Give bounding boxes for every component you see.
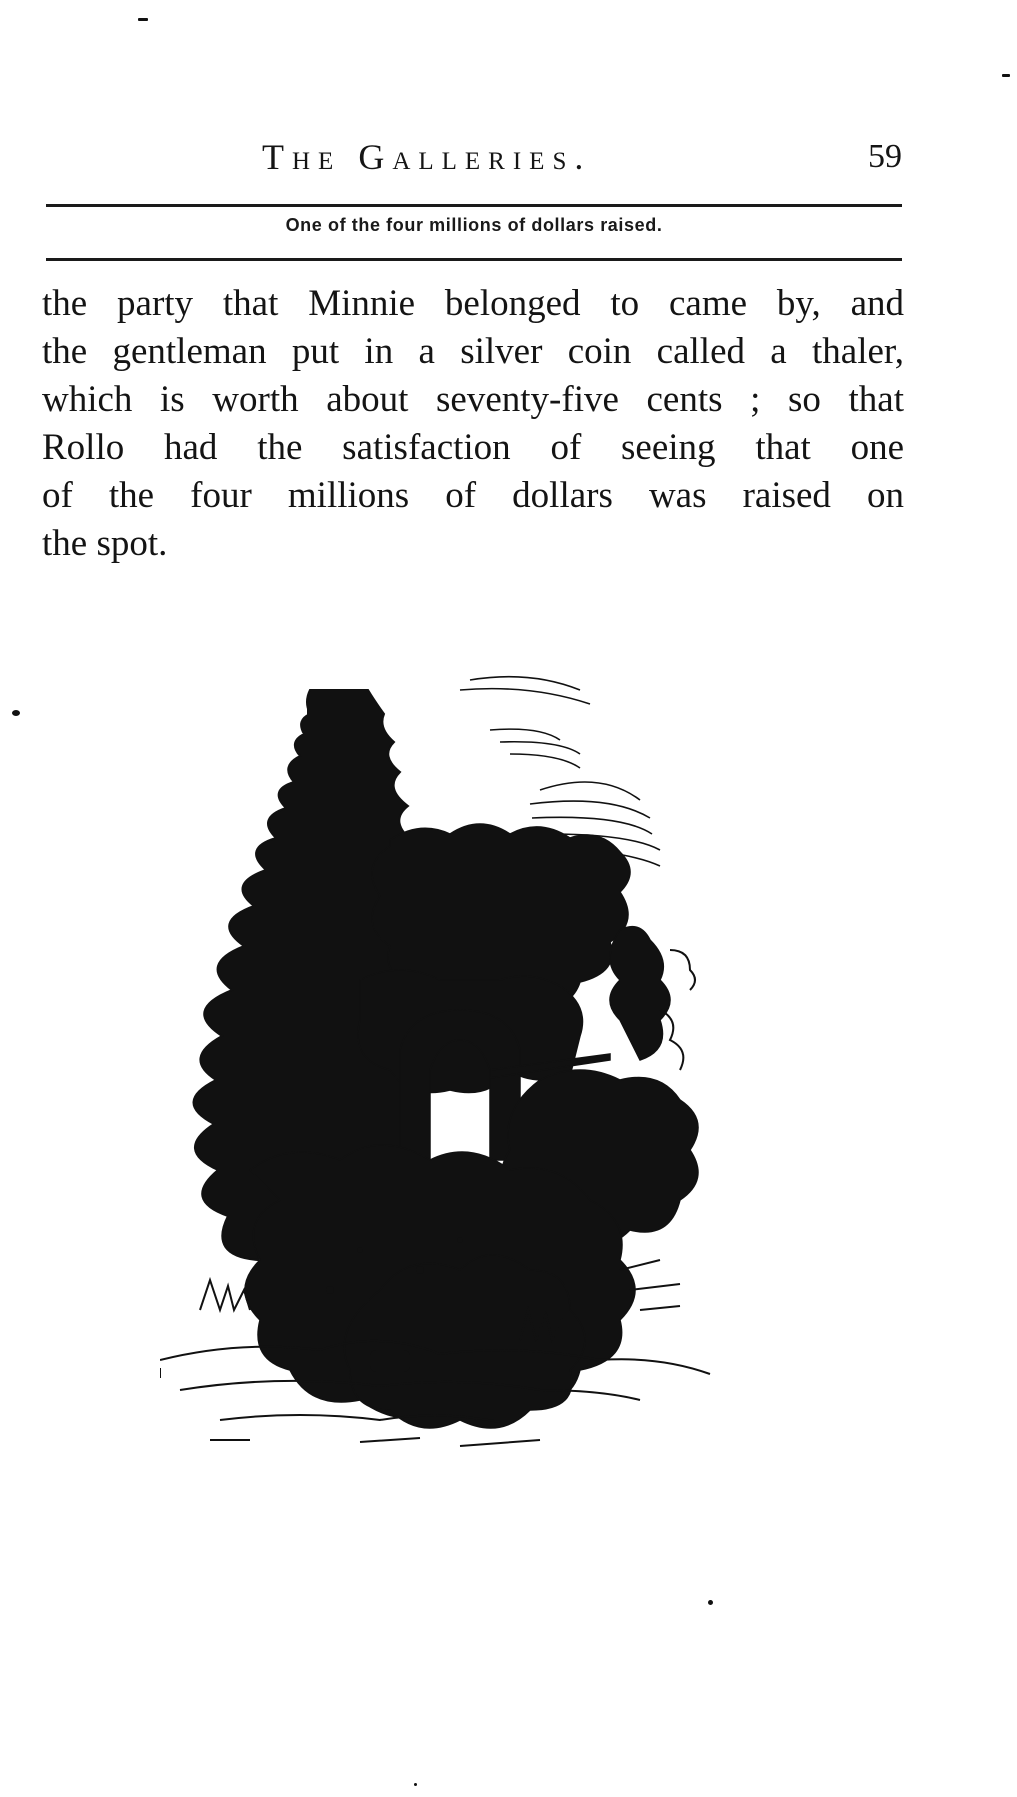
running-title: The Galleries. — [262, 137, 592, 177]
print-speck — [1002, 74, 1010, 77]
page-number: 59 — [868, 138, 902, 175]
body-line: which is worth about seventy-five cents ; so that — [42, 379, 904, 420]
print-speck — [414, 1783, 417, 1786]
print-speck — [12, 710, 20, 716]
print-speck — [708, 1600, 713, 1605]
print-speck — [138, 18, 148, 21]
body-line: Rollo had the satisfaction of seeing that one — [42, 427, 904, 468]
header-rule-top — [46, 204, 902, 207]
body-line: of the four millions of dollars was raised on — [42, 475, 904, 516]
body-paragraph — [42, 280, 904, 568]
section-subhead: One of the four millions of dollars raised. — [285, 215, 663, 235]
engraving-trees-archway-icon — [160, 650, 780, 1580]
header-rule-bottom — [46, 258, 902, 261]
running-head — [42, 132, 902, 182]
body-line: the spot. — [42, 523, 168, 564]
body-line: the party that Minnie belonged to came by, and — [42, 283, 904, 324]
body-line: the gentleman put in a silver coin called a thaler, — [42, 331, 904, 372]
